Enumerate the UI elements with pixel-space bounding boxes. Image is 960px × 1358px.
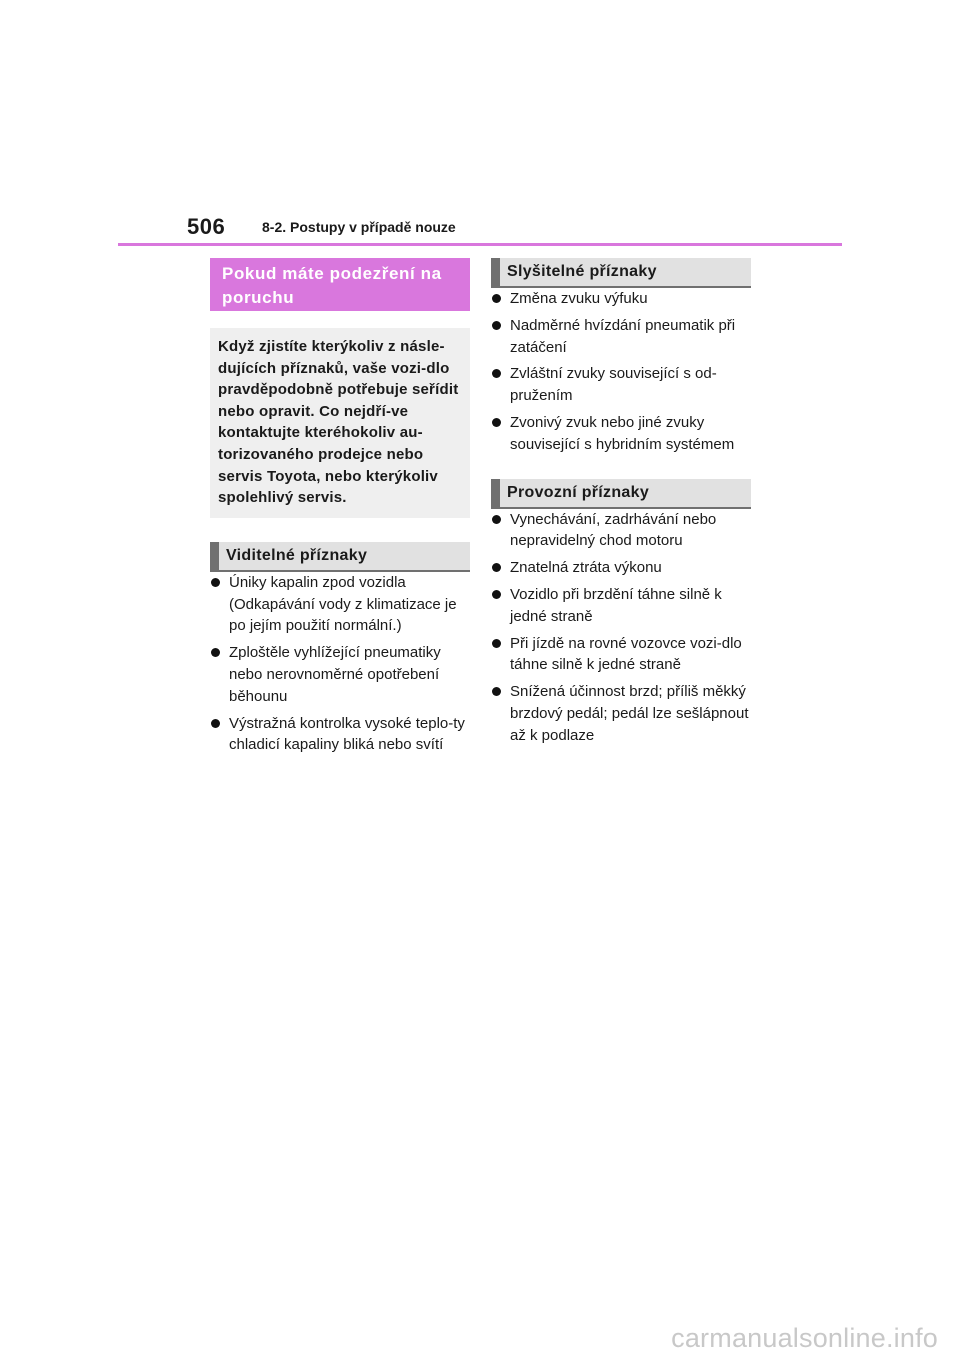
left-column	[210, 258, 470, 761]
list-item: Úniky kapalin zpod vozidla (Odkapávání vody z klimatizace je po jejím použití normální.)	[210, 572, 470, 637]
operational-symptoms-heading: Provozní příznaky	[491, 479, 751, 509]
header-divider	[118, 243, 842, 246]
page-number: 506	[187, 214, 226, 239]
list-item: Výstražná kontrolka vysoké teplo-ty chladicí kapaliny bliká nebo svítí	[210, 713, 470, 757]
list-item: Nadměrné hvízdání pneumatik při zatáčení	[491, 315, 751, 359]
list-item: Vozidlo při brzdění táhne silně k jedné straně	[491, 584, 751, 628]
visible-symptoms-list	[210, 572, 470, 756]
chapter-title: 8-2. Postupy v případě nouze	[262, 219, 456, 235]
list-item: Znatelná ztráta výkonu	[491, 557, 751, 579]
list-item: Zploštěle vyhlížející pneumatiky nebo nerovnoměrné opotřebení běhounu	[210, 642, 470, 707]
audible-symptoms-list	[491, 288, 751, 456]
list-item: Zvláštní zvuky související s od-pružením	[491, 363, 751, 407]
operational-symptoms-list	[491, 509, 751, 747]
audible-symptoms-heading: Slyšitelné příznaky	[491, 258, 751, 288]
section-title-box: Pokud máte podezření na poruchu	[210, 258, 470, 311]
list-item: Zvonivý zvuk nebo jiné zvuky související s hybridním systémem	[491, 412, 751, 456]
intro-text-box: Když zjistíte kterýkoliv z násle-dujících příznaků, vaše vozi-dlo pravděpodobně potřebuje seřídit nebo opravit. Co nejdří-ve kontaktujte kteréhokoliv au-torizovaného prodejce nebo servis Toyota, nebo kterýkoliv spolehlivý servis.	[210, 328, 470, 518]
watermark: carmanualsonline.info	[671, 1323, 938, 1353]
list-item: Snížená účinnost brzd; příliš měkký brzdový pedál; pedál lze sešlápnout až k podlaze	[491, 681, 751, 746]
list-item: Změna zvuku výfuku	[491, 288, 751, 310]
list-item: Vynechávání, zadrhávání nebo nepravidelný chod motoru	[491, 509, 751, 553]
list-item: Při jízdě na rovné vozovce vozi-dlo táhne silně k jedné straně	[491, 633, 751, 677]
visible-symptoms-heading: Viditelné příznaky	[210, 542, 470, 572]
right-column	[491, 258, 751, 752]
